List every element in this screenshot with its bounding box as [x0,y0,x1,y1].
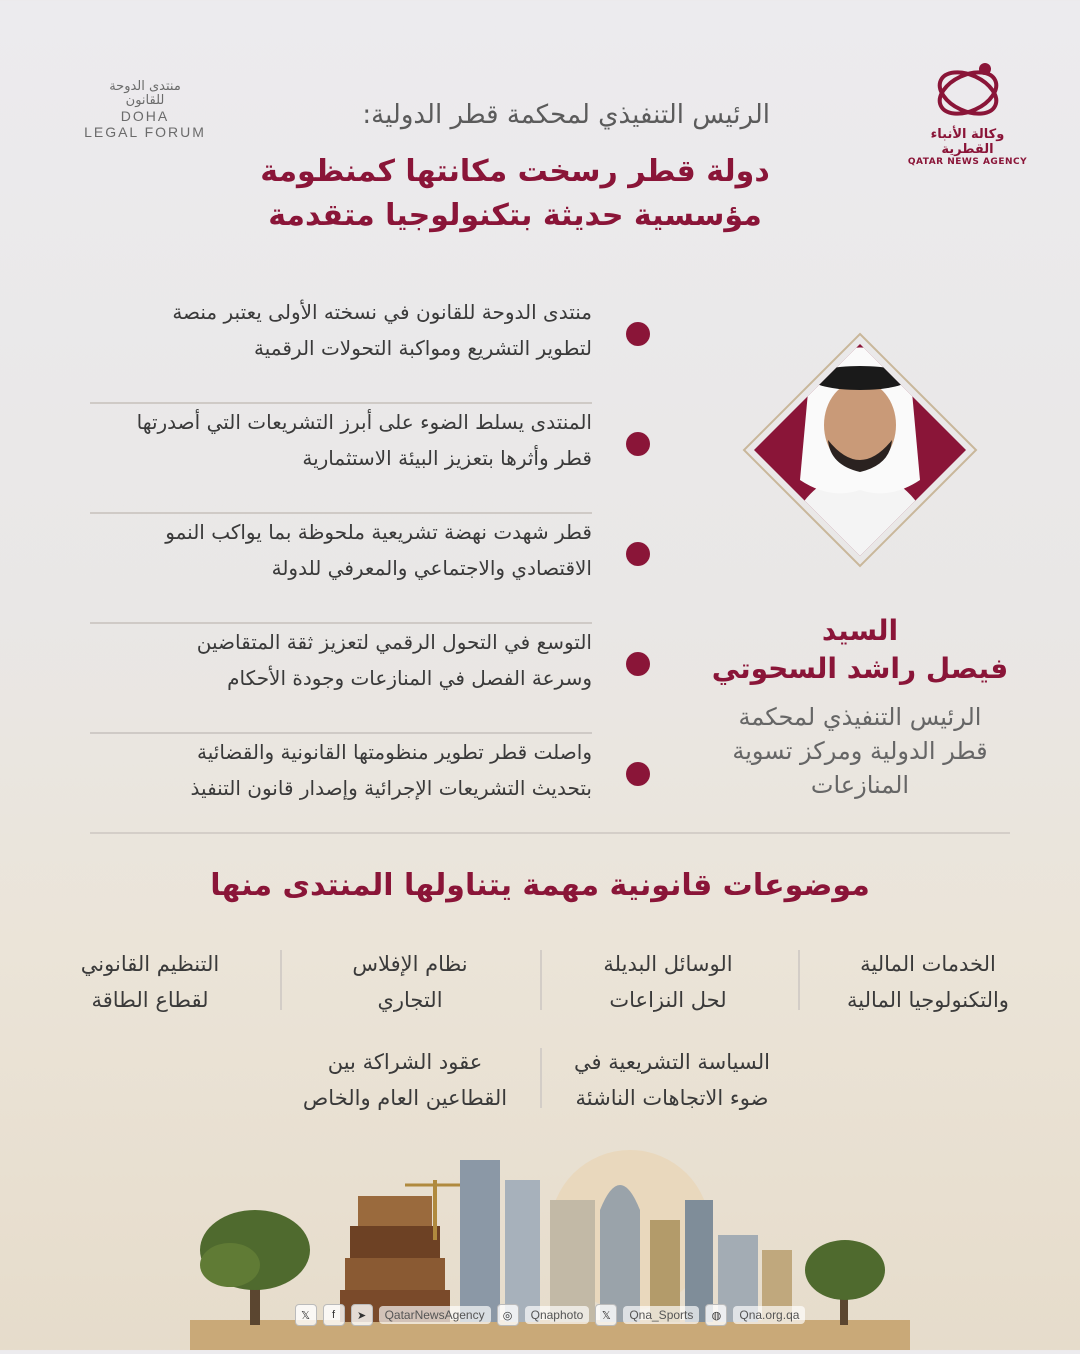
topic-item [280,1044,530,1116]
bullet-line: لتطوير التشريع ومواكبة التحولات الرقمية [254,336,592,360]
topic-line: التجاري [377,988,443,1012]
dlf-logo-arabic-1: منتدى الدوحة [109,79,181,94]
topic-line: الخدمات المالية [860,952,996,976]
person-role-line: قطر الدولية ومركز تسوية [732,737,988,765]
handle-sports[interactable]: Qna_Sports [623,1306,699,1324]
bullet-item [90,734,650,844]
bullet-line: التوسع في التحول الرقمي لتعزيز ثقة المتقاضين [196,630,592,654]
topic-item [558,946,778,1018]
topic-separator [798,950,800,1010]
qna-logo-arabic: وكالة الأنباء القطرية [930,127,1005,157]
instagram-icon[interactable]: ◎ [497,1304,519,1326]
person-role-line: المنازعات [810,771,910,799]
bullet-line: منتدى الدوحة للقانون في نسخته الأولى يعتبر منصة [172,300,592,324]
person-portrait-icon [740,330,980,570]
x-icon[interactable]: 𝕏 [595,1304,617,1326]
bullet-item [90,294,650,404]
topic-item [818,946,1038,1018]
qna-logo-english: QATAR NEWS AGENCY [907,157,1028,167]
headline-line-2: مؤسسية حديثة بتكنولوجيا متقدمة [268,198,762,233]
topic-line: القطاعين العام والخاص [302,1086,508,1110]
topic-line: لقطاع الطاقة [91,988,209,1012]
topic-line: نظام الإفلاس [352,952,468,976]
portrait [740,330,980,570]
kicker-text: الرئيس التنفيذي لمحكمة قطر الدولية: [362,100,770,130]
bullet-text [92,514,592,586]
bullet-dot-icon [626,652,650,676]
handle-photo[interactable]: Qnaphoto [525,1306,590,1324]
topic-item [300,946,520,1018]
topic-separator [540,950,542,1010]
bullet-line: قطر وأثرها بتعزيز البيئة الاستثمارية [302,446,592,470]
doha-legal-forum-logo [70,80,220,140]
dlf-logo-arabic-2: للقانون [125,93,165,108]
bullet-dot-icon [626,762,650,786]
topic-line: الوسائل البديلة [603,952,733,976]
topic-line: لحل النزاعات [609,988,727,1012]
topic-line: عقود الشراكة بين [327,1050,483,1074]
bullet-text [92,404,592,476]
dlf-logo-english-2: LEGAL FORUM [84,124,206,140]
handle-main[interactable]: QatarNewsAgency [379,1306,491,1324]
topic-line: التنظيم القانوني [80,952,220,976]
person-role-line: الرئيس التنفيذي لمحكمة [738,703,982,731]
bullet-text [92,294,592,366]
bullet-item [90,514,650,624]
person-name-block [700,612,1020,688]
topic-line: السياسة التشريعية في [574,1050,770,1074]
bullet-line: بتحديث التشريعات الإجرائية وإصدار قانون التنفيذ [190,776,592,800]
globe-icon[interactable]: ◍ [705,1304,727,1326]
headline-line-1: دولة قطر رسخت مكانتها كمنظومة [260,154,770,189]
facebook-icon[interactable]: f [323,1304,345,1326]
person-honorific: السيد [821,614,899,647]
section-divider [90,832,1010,834]
bullet-dot-icon [626,542,650,566]
bullet-line: المنتدى يسلط الضوء على أبرز التشريعات التي أصدرتها [136,410,592,434]
bullet-dot-icon [626,432,650,456]
topic-separator [540,1048,542,1108]
bullet-line: واصلت قطر تطوير منظومتها القانونية والقضائية [197,740,592,764]
person-name: فيصل راشد السحوتي [711,652,1009,685]
topics-heading: موضوعات قانونية مهمة يتناولها المنتدى منها [210,868,870,903]
bullet-line: قطر شهدت نهضة تشريعية ملحوظة بما يواكب النمو [165,520,592,544]
dlf-logo-english-1: DOHA [120,108,170,124]
bullet-text [92,734,592,806]
qna-logo [905,55,1030,165]
website-link[interactable]: Qna.org.qa [733,1306,805,1324]
x-icon[interactable]: 𝕏 [295,1304,317,1326]
bullet-item [90,404,650,514]
social-footer [260,1300,840,1330]
qna-emblem-icon [923,55,1013,125]
headline [250,150,780,238]
bullet-dot-icon [626,322,650,346]
person-role [700,700,1020,802]
bullet-line: وسرعة الفصل في المنازعات وجودة الأحكام [227,666,592,690]
topic-separator [280,950,282,1010]
bullet-line: الاقتصادي والاجتماعي والمعرفي للدولة [271,556,592,580]
topic-line: والتكنولوجيا المالية [847,988,1009,1012]
topic-item [40,946,260,1018]
telegram-icon[interactable]: ➤ [351,1304,373,1326]
bullet-text [92,624,592,696]
topic-item [552,1044,792,1116]
bullet-item [90,624,650,734]
topic-line: ضوء الاتجاهات الناشئة [575,1086,769,1110]
